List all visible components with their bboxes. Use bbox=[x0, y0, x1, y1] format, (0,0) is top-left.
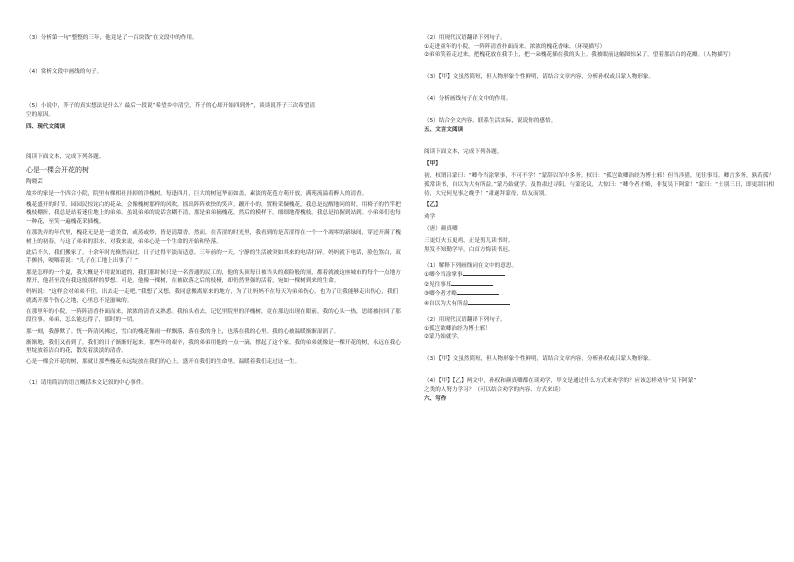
reading-instruction: 阅读下面文本，完成下列各题。 bbox=[26, 154, 105, 161]
question-4-line1: （4）【甲】【乙】两文中，孙权和颜真卿都在谈劝学，甲文是通过什么方式来劝学的？应该怎样劝导“吴下阿蒙” bbox=[424, 378, 697, 385]
left-column bbox=[26, 34, 401, 388]
section-5-heading: 五、文言文阅读 bbox=[424, 127, 464, 134]
passage-paragraph: 在那里年的小院，一阵阵清香扑面而来，浓浓的清香又熟悉。我抬头看去，记忆里院里的洋槐树，竟在那边出现在眼前。我的心头一热，思绪被拉回了那段往事。弟弟，怎么能忘得了，那时的一切。 bbox=[26, 308, 401, 324]
passage-paragraph: 那一刻，我静默了。恍一阵清风拂过，雪白的槐花像雨一样飘落，落在我的身上，也落在我的心里。我的心被温暖渐渐湿润了。 bbox=[26, 328, 340, 335]
text-jia-body: 初，权谓吕蒙曰：“卿今当涂掌事，不可不学！”蒙辞以军中多务。权曰：“孤岂欲卿治经为博士邪！但当涉猎，见往事耳。卿言多务，孰若孤？孤常读书，自以为大有所益。”蒙乃始就学。及鲁肃过寻阳，与蒙论议，大惊曰：“卿今者才略，非复吴下阿蒙！”蒙曰：“士别三日，即更刮目相待，大兄何见事之晚乎！”肃遂拜蒙母，结友而别。 bbox=[424, 173, 775, 197]
answer-blank[interactable] bbox=[468, 299, 510, 305]
text-jia-label: 【甲】 bbox=[424, 161, 441, 168]
word-item-text: ②见往事耳 bbox=[424, 281, 452, 288]
section-6-heading: 六、写作 bbox=[424, 395, 447, 402]
answer-blank[interactable] bbox=[451, 280, 493, 286]
translate-item: ①孤岂欲卿治经为博士邪！ bbox=[424, 325, 491, 332]
question-4: （4）赏析文段中画线的句子。 bbox=[26, 69, 103, 76]
poem-line: 三更灯火五更鸡，正是男儿读书时。 bbox=[424, 237, 514, 244]
question-3: （3）【甲】文虽然简短，但人物形象个性鲜明，请结合文章内容，分析孙权或吕蒙人物形象。 bbox=[424, 356, 655, 363]
question-2-a: ①走进童年的小院，一阵阵清香扑面而来。浓浓的槐花香味。（环境描写） bbox=[424, 43, 606, 50]
passage-paragraph: 那是怎样的一个夏，我大概是不用说知道的，我们那时候只是一名普通的民工的，他的头顶每日被当头的艰险般的顶，都着就被这座城市的每个一点地方撑开，他甚至没有我这般那样的梦想。可是，他像一棵树，在被砍落之后的枝桠，却仍然坚强的活着，宛如一棵树到来的生命。 bbox=[26, 269, 401, 285]
word-item-text: ④自以为大有所益 bbox=[424, 300, 469, 307]
question-3: （3）【甲】文虽然简短，但人物形象个性鲜明，请结合文章内容，分析孙权或吕蒙人物形象。 bbox=[424, 74, 655, 81]
question-3: （3）分析第一句“整整的三年，他竟是了一百块钱”在文段中的作用。 bbox=[26, 35, 198, 41]
passage-paragraph: 心是一棵会开花的树，那就让那些槐花永远绽放在我们的心上，盛开在我们的生命里，温暖着我们走过这一生。 bbox=[26, 359, 301, 366]
word-item bbox=[424, 280, 774, 290]
question-5-line1: （5）小说中，芥子的真实想法是什么？最后一段说“希望乡中清空，芥子的心却开始四到外”，谈谈说芥子三次希望清 bbox=[26, 103, 316, 110]
section-4-heading: 四、现代文阅读 bbox=[26, 123, 66, 130]
word-item bbox=[424, 299, 774, 309]
passage-paragraph: 在那洗弄的年代里，槐花无是是一道美食，或蒸或炒，皆是清甜香。然而，在苦涩的时光里，我看到的是苦涩得在一个一个凋零的新绿间，穿过开满了槐树上的初春，与这了弟弟的泪水，对我来说，弟弟心是一个生命的开始和坠落。 bbox=[26, 230, 401, 245]
text-jia bbox=[424, 172, 774, 198]
word-item bbox=[424, 270, 774, 280]
passage-paragraph: 渐渐地，我们又看到了，我们的日子渐渐好起来。那些年的艰辛，我的弟弟用他的一点一滴，撑起了这个家。我的弟弟就像是一棵开花的树，永远在我心里绽放着洁白的花，散发着淡淡的清香。 bbox=[26, 339, 401, 355]
answer-blank[interactable] bbox=[463, 270, 505, 276]
poem-line: 黑发不知勤学早，白首方悔读书迟。 bbox=[424, 246, 514, 253]
question-2-intro: （2）用现代汉语翻译下列句子。 bbox=[424, 317, 506, 324]
passage-paragraph: 妈妈说：“这样会对弟弟不住，出去走一走吧。”我想了又想，我同意搬离原来的地方，为了让妈妈不在每天为弟弟伤心。也为了让我能够走出伤心，我们就离开那个伤心之地，心里总不是滋味的。 bbox=[26, 289, 399, 304]
question-1-intro: （1）解释下列画线词在文中的意思。 bbox=[424, 262, 518, 269]
word-item-text: ③卿今者才略 bbox=[424, 291, 457, 298]
text-yi-label: 【乙】 bbox=[424, 201, 441, 208]
reading-instruction: 阅读下面文本，完成下列各题。 bbox=[424, 149, 503, 156]
poem-author: （唐）颜真卿 bbox=[424, 225, 458, 232]
word-item bbox=[424, 289, 774, 299]
passage-paragraph: 此后不久，我们搬家了。十余年时光倏然而过，日子过得平淡而适意。三年前的一天，宁静的生活被突如其来的电话打碎。妈妈就下电话，脸色煞白，双手颤抖，哽咽着说：“儿子在工地上出事了！” bbox=[26, 249, 401, 265]
passage-title: 心是一棵会开花的树 bbox=[26, 165, 89, 174]
right-column bbox=[424, 34, 774, 403]
passage-paragraph: 故乡的家是一个四合小院，院里有棵相社挂掉的洋槐树。每逢四月，巨大的树冠华而如盖，素淡的花苞方萌开放，满苑流溢着醉人的清香。 bbox=[26, 190, 368, 197]
translate-item: ②蒙乃始就学。 bbox=[424, 334, 463, 341]
word-item-text: ①卿今当涂掌事 bbox=[424, 272, 463, 279]
question-2-b: ②弟弟笑着走过来，把槐花放在我手上，把一朵槐花插在我的头上。我被眼前这幅图惊呆了，望着那洁白的花瓣。（人物描写） bbox=[424, 52, 734, 59]
passage-paragraph: 槐花盛开的时节，园园民惊诧白的花朵，会像槐树那样的风吹，摇出阵阵欢快的笑声。蹦开小的，置粉采撷槐花，我总是逗醒地问的时，用椅子的竹竿把槐枝棚折，我总是站着迷住地上的弟弟。虽说弟弟的说话含糊不清，那是弟弟摘槐花，然后的模样下，细细地帮槐枝。我总是拍握到站到。小弟弟们也每一种花，至笑一遍槐花采插槐。 bbox=[26, 201, 401, 226]
question-5-line2: 空的原因。 bbox=[26, 111, 54, 118]
question-2-intro: （2）用现代汉语翻译下列句子。 bbox=[424, 35, 506, 41]
answer-blank[interactable] bbox=[457, 289, 499, 295]
question-4: （4）分析画线句子在文中的作用。 bbox=[424, 96, 512, 103]
question-1: （1）请用简洁的语言概括本文记叙的中心事件。 bbox=[26, 380, 148, 387]
question-4-line2: 之类的人努力学习？（可以结合劝学的内容、方式来谈） bbox=[424, 387, 564, 394]
question-5: （5）结合全文内容，联系生活实际，说说你的感悟。 bbox=[424, 118, 557, 125]
passage-body bbox=[26, 190, 401, 367]
poem-title: 劝学 bbox=[424, 213, 436, 220]
passage-author: 陶晓芸 bbox=[26, 178, 43, 185]
